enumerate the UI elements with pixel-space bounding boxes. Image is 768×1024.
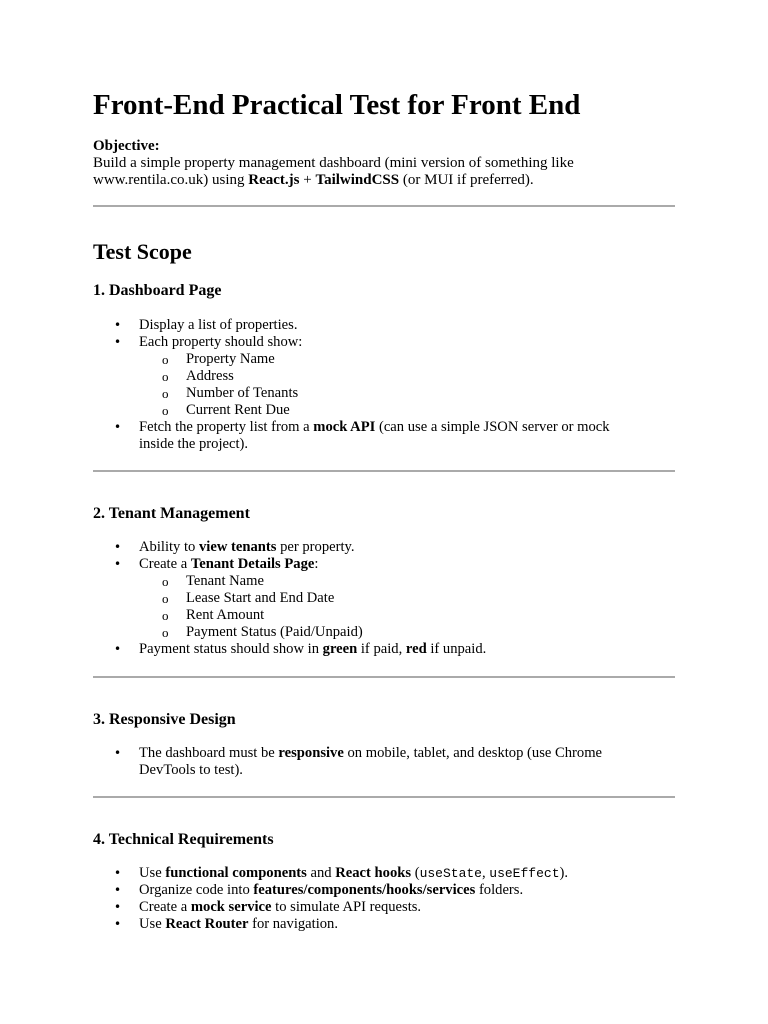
list-item-text: ). — [559, 865, 569, 881]
sub-list-item: o Number of Tenants — [139, 385, 653, 402]
section-responsive-heading: 3. Responsive Design — [93, 711, 236, 728]
objective-text-part: (or MUI if preferred). — [399, 172, 534, 188]
red-bold: red — [405, 641, 427, 657]
tenant-list — [93, 539, 653, 658]
usestate-code: useState — [419, 866, 482, 881]
list-item-text: Create a — [139, 556, 191, 572]
list-item-text: Payment status should show in — [139, 641, 323, 657]
list-item — [93, 317, 653, 334]
react-hooks-bold: React hooks — [335, 865, 412, 881]
tenant-details-page-bold: Tenant Details Page — [190, 556, 315, 572]
list-item-text: The dashboard must be — [139, 745, 279, 761]
list-item-text: DevTools to test). — [139, 762, 243, 778]
list-item-text: for navigation. — [248, 916, 339, 932]
list-item-text: Create a — [139, 899, 191, 915]
tenant-fields-list — [139, 573, 653, 641]
list-item-text: if unpaid. — [426, 641, 487, 657]
technical-list — [93, 865, 653, 933]
list-item-text: per property. — [276, 539, 355, 555]
list-item-text: Each property should show: — [139, 334, 303, 350]
list-item-text: Fetch the property list from a — [139, 419, 314, 435]
list-item-text: Organize code into — [139, 882, 254, 898]
list-item-text: if paid, — [357, 641, 406, 657]
sub-list-item: o Lease Start and End Date — [139, 590, 653, 607]
section-technical-heading: 4. Technical Requirements — [93, 831, 274, 848]
sub-list-item: o Property Name — [139, 351, 653, 368]
sub-list-item: o Rent Amount — [139, 607, 653, 624]
objective-label: Objective: — [93, 138, 160, 154]
horizontal-divider — [93, 205, 675, 207]
list-item-text: and — [306, 865, 336, 881]
list-item — [93, 916, 653, 933]
horizontal-divider — [93, 676, 675, 678]
react-router-bold: React Router — [165, 916, 249, 932]
sub-list-item: o Current Rent Due — [139, 402, 653, 419]
sub-list-item: o Payment Status (Paid/Unpaid) — [139, 624, 653, 641]
property-fields-list — [139, 351, 653, 419]
section-tenant-heading: 2. Tenant Management — [93, 505, 250, 522]
horizontal-divider — [93, 796, 675, 798]
list-item — [93, 882, 653, 899]
list-item-text: on mobile, tablet, and desktop (use Chrome — [343, 745, 603, 761]
objective-line-1: Build a simple property management dashboard (mini version of something like — [93, 155, 574, 171]
list-item — [93, 419, 653, 453]
list-item-text: , — [481, 865, 490, 881]
tailwindcss-bold: TailwindCSS — [315, 172, 400, 188]
dashboard-list — [93, 317, 653, 453]
list-item-text: Display a list of properties. — [139, 317, 298, 333]
list-item — [93, 745, 653, 779]
list-item — [93, 641, 653, 658]
list-item — [93, 899, 653, 916]
green-bold: green — [322, 641, 358, 657]
objective-text-part: www.rentila.co.uk) using — [93, 172, 249, 188]
useeffect-code: useEffect — [489, 866, 560, 881]
objective-line-2 — [93, 172, 683, 189]
list-item — [93, 865, 653, 882]
list-item — [93, 556, 653, 641]
list-item-text: inside the project). — [139, 436, 249, 452]
section-dashboard-heading: 1. Dashboard Page — [93, 282, 222, 299]
list-item-text: Ability to — [139, 539, 199, 555]
objective-text — [93, 155, 683, 189]
responsive-bold: responsive — [278, 745, 344, 761]
react-js-bold: React.js — [248, 172, 300, 188]
mock-service-bold: mock service — [190, 899, 272, 915]
list-item-text: Use — [139, 916, 166, 932]
sub-list-item: o Tenant Name — [139, 573, 653, 590]
list-item-text: to simulate API requests. — [271, 899, 422, 915]
responsive-list — [93, 745, 653, 779]
functional-components-bold: functional components — [165, 865, 307, 881]
test-scope-heading: Test Scope — [93, 239, 192, 264]
page-title: Front-End Practical Test for Front End — [93, 89, 581, 121]
horizontal-divider — [93, 470, 675, 472]
list-item-text: Use — [139, 865, 166, 881]
list-item-text: : — [314, 556, 319, 572]
list-item — [93, 334, 653, 419]
folders-bold: features/components/hooks/services — [253, 882, 476, 898]
list-item-text: (can use a simple JSON server or mock — [375, 419, 610, 435]
list-item — [93, 539, 653, 556]
view-tenants-bold: view tenants — [199, 539, 277, 555]
list-item-text: folders. — [475, 882, 524, 898]
mock-api-bold: mock API — [313, 419, 376, 435]
list-item-text: ( — [411, 865, 420, 881]
sub-list-item: o Address — [139, 368, 653, 385]
objective-text-part: + — [299, 172, 316, 188]
